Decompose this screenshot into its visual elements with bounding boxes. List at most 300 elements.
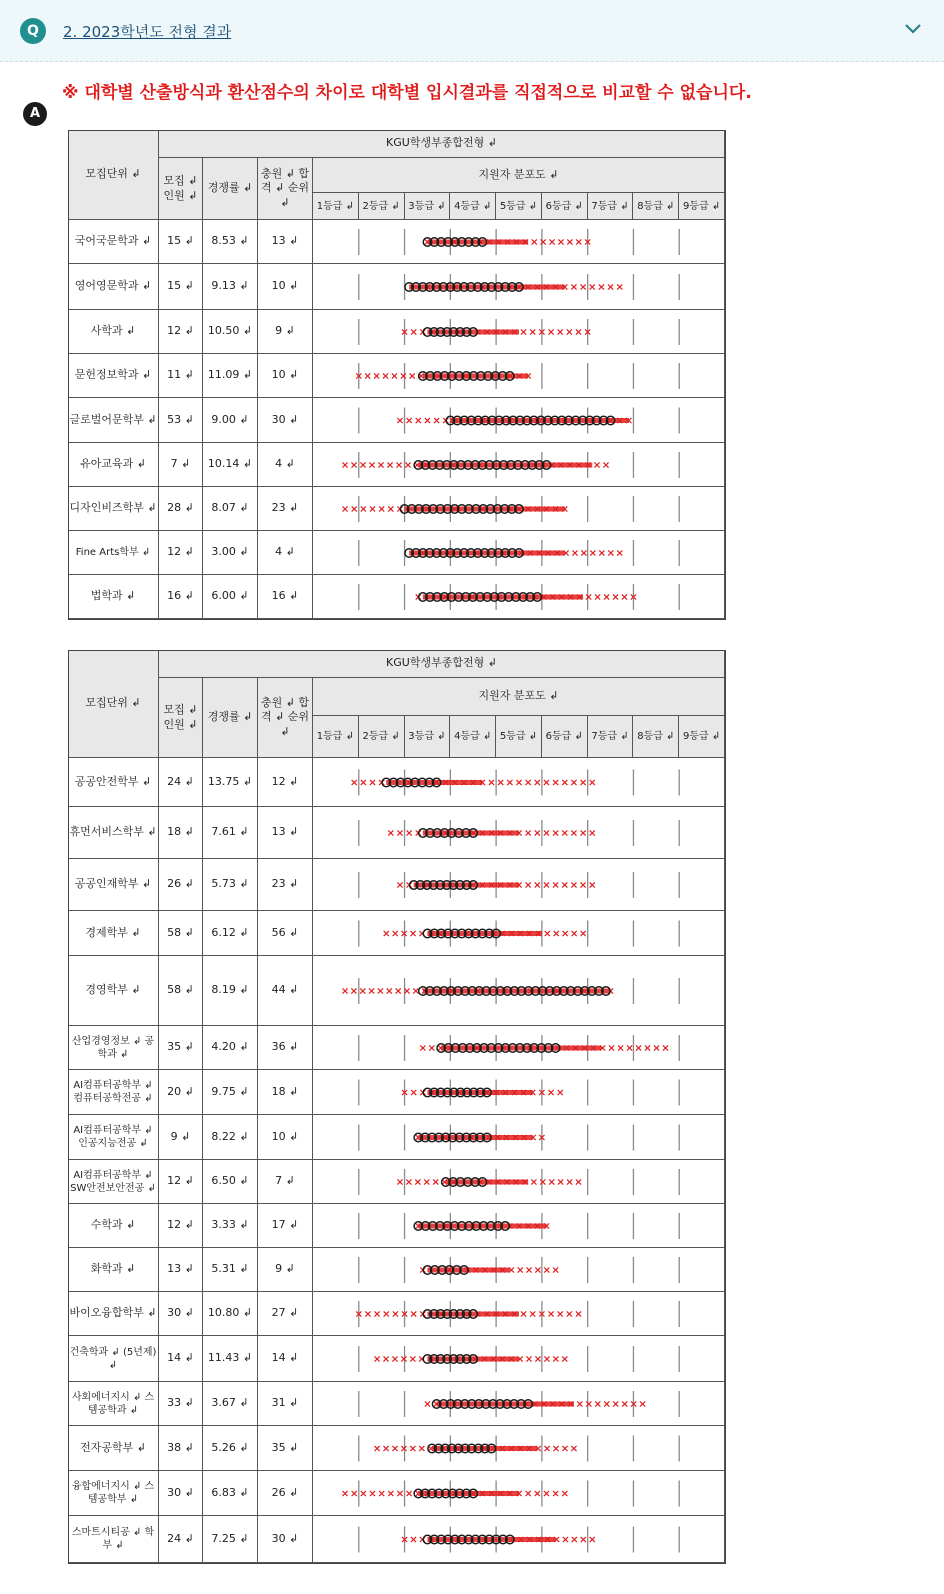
applicant-marker [397, 418, 402, 423]
quota-header: 모집 ↲ 인원 ↲ [159, 158, 203, 220]
applicant-marker [425, 1401, 430, 1406]
applicant-marker [392, 373, 397, 378]
applicant-marker [360, 462, 365, 467]
applicant-marker [599, 284, 604, 289]
distribution-plot [313, 911, 725, 956]
unit-cell: 휴먼서비스학부 ↲ [68, 807, 159, 859]
distribution-cell [313, 354, 725, 398]
unit-cell: 스마트시티공 ↲ 학부 ↲ [68, 1516, 159, 1563]
applicant-marker [572, 550, 577, 555]
applicant-marker [526, 1267, 531, 1272]
applicant-marker [590, 1537, 595, 1542]
unit-cell: 문헌정보학과 ↲ [68, 354, 159, 398]
quota-cell: 24 ↲ [159, 758, 203, 807]
quota-cell: 53 ↲ [159, 398, 203, 443]
distribution-plot [313, 264, 725, 310]
grade-header: 8등급 ↲ [633, 193, 679, 220]
applicant-marker [526, 830, 531, 835]
applicant-marker [535, 1267, 540, 1272]
rank-cell: 36 ↲ [258, 1026, 313, 1070]
applicant-marker [567, 1311, 572, 1316]
quota-cell: 12 ↲ [159, 1160, 203, 1204]
rank-cell: 18 ↲ [258, 1070, 313, 1115]
distribution-plot [313, 1336, 725, 1382]
applicant-marker [365, 1311, 370, 1316]
distribution-plot [313, 1160, 725, 1204]
quota-cell: 35 ↲ [159, 1026, 203, 1070]
applicant-marker [498, 780, 503, 785]
applicant-marker [424, 1179, 429, 1184]
applicant-marker [544, 1491, 549, 1496]
applicant-marker [530, 329, 535, 334]
applicant-marker [553, 780, 558, 785]
applicant-marker [342, 462, 347, 467]
unit-cell: AI컴퓨터공학부 ↲ SW안전보안전공 ↲ [68, 1160, 159, 1204]
applicant-marker [590, 780, 595, 785]
distribution-plot [313, 575, 725, 619]
grade-header: 6등급 ↲ [542, 716, 588, 758]
applicant-marker [420, 1045, 425, 1050]
applicant-marker [361, 1491, 366, 1496]
unit-cell: 글로벌어문학부 ↲ [68, 398, 159, 443]
applicant-marker [352, 780, 357, 785]
applicant-marker [370, 506, 375, 511]
applicant-marker [590, 882, 595, 887]
rank-cell: 26 ↲ [258, 1471, 313, 1516]
applicant-marker [434, 418, 439, 423]
applicant-marker [558, 239, 563, 244]
applicant-marker [548, 329, 553, 334]
applicant-marker [571, 284, 576, 289]
quota-cell: 9 ↲ [159, 1115, 203, 1160]
unit-cell: 법학과 ↲ [68, 575, 159, 619]
unit-header: 모집단위 ↲ [68, 650, 159, 758]
applicant-marker [526, 1491, 531, 1496]
applicant-marker [563, 1537, 568, 1542]
quota-cell: 33 ↲ [159, 1382, 203, 1426]
applicant-marker [572, 931, 577, 936]
applicant-marker [392, 1356, 397, 1361]
applicant-marker [378, 462, 383, 467]
distribution-plot [313, 758, 725, 807]
rank-cell: 14 ↲ [258, 1336, 313, 1382]
results-table-2 [68, 650, 725, 1563]
distribution-plot [313, 1248, 725, 1292]
applicant-marker [351, 988, 356, 993]
applicant-marker [577, 1401, 582, 1406]
ratio-cell: 3.00 ↲ [203, 531, 258, 575]
rank-cell: 23 ↲ [258, 859, 313, 911]
applicant-marker [526, 1356, 531, 1361]
applicant-marker [576, 1311, 581, 1316]
applicant-marker [379, 1491, 384, 1496]
distribution-plot [313, 487, 725, 531]
ratio-cell: 6.83 ↲ [203, 1471, 258, 1516]
ratio-cell: 7.61 ↲ [203, 807, 258, 859]
distribution-cell [313, 956, 725, 1026]
applicant-marker [553, 1267, 558, 1272]
distribution-plot [313, 956, 725, 1026]
applicant-marker [535, 882, 540, 887]
applicant-marker [410, 373, 415, 378]
rank-cell: 13 ↲ [258, 220, 313, 264]
grade-header: 7등급 ↲ [588, 193, 634, 220]
quota-cell: 30 ↲ [159, 1471, 203, 1516]
ratio-cell: 9.00 ↲ [203, 398, 258, 443]
applicant-marker [374, 1356, 379, 1361]
applicant-marker [387, 462, 392, 467]
applicant-marker [411, 1090, 416, 1095]
grade-header: 2등급 ↲ [359, 193, 405, 220]
applicant-marker [548, 1090, 553, 1095]
applicant-marker [407, 1491, 412, 1496]
applicant-marker [595, 1401, 600, 1406]
ratio-cell: 7.25 ↲ [203, 1516, 258, 1563]
applicant-marker [608, 284, 613, 289]
applicant-marker [558, 1311, 563, 1316]
distribution-plot [313, 531, 725, 575]
grade-header: 1등급 ↲ [313, 193, 359, 220]
distribution-cell [313, 859, 725, 911]
applicant-marker [571, 1446, 576, 1451]
ratio-cell: 8.19 ↲ [203, 956, 258, 1026]
distribution-cell [313, 1115, 725, 1160]
applicant-marker [411, 1311, 416, 1316]
distribution-cell [313, 1204, 725, 1248]
applicant-marker [571, 882, 576, 887]
applicant-marker [413, 988, 418, 993]
applicant-marker [433, 1179, 438, 1184]
applicant-marker [581, 1537, 586, 1542]
applicant-marker [396, 988, 401, 993]
table-title: KGU학생부종합전형 ↲ [159, 130, 725, 158]
applicant-marker [608, 550, 613, 555]
applicant-marker [397, 882, 402, 887]
rank-cell: 44 ↲ [258, 956, 313, 1026]
applicant-marker [617, 550, 622, 555]
applicant-marker [365, 373, 370, 378]
applicant-marker [535, 780, 540, 785]
distribution-plot [313, 1070, 725, 1115]
grade-header: 9등급 ↲ [679, 193, 725, 220]
applicant-marker [553, 1446, 558, 1451]
applicant-marker [521, 329, 526, 334]
applicant-marker [627, 1045, 632, 1050]
applicant-marker [532, 239, 537, 244]
applicant-marker [544, 1446, 549, 1451]
rank-cell: 23 ↲ [258, 487, 313, 531]
applicant-marker [416, 418, 421, 423]
rank-cell: 16 ↲ [258, 575, 313, 619]
grade-header: 3등급 ↲ [405, 716, 451, 758]
applicant-marker [613, 1401, 618, 1406]
applicant-marker [549, 239, 554, 244]
unit-cell: 바이오융합학부 ↲ [68, 1292, 159, 1336]
unit-cell: 수학과 ↲ [68, 1204, 159, 1248]
applicant-marker [360, 988, 365, 993]
grade-header: 6등급 ↲ [542, 193, 588, 220]
applicant-marker [554, 931, 559, 936]
quota-cell: 16 ↲ [159, 575, 203, 619]
applicant-marker [393, 1311, 398, 1316]
distribution-plot [313, 1516, 725, 1563]
applicant-marker [580, 882, 585, 887]
applicant-marker [352, 1491, 357, 1496]
distribution-plot [313, 443, 725, 487]
applicant-marker [411, 1537, 416, 1542]
rank-header: 충원 ↲ 합격 ↲ 순위 ↲ [258, 158, 313, 220]
applicant-marker [411, 329, 416, 334]
rank-cell: 35 ↲ [258, 1426, 313, 1471]
quota-cell: 12 ↲ [159, 310, 203, 354]
distribution-plot [313, 220, 725, 264]
ratio-header: 경쟁률 ↲ [203, 158, 258, 220]
applicant-marker [622, 1401, 627, 1406]
quota-cell: 28 ↲ [159, 487, 203, 531]
rank-cell: 10 ↲ [258, 264, 313, 310]
applicant-marker [553, 1356, 558, 1361]
applicant-marker [567, 329, 572, 334]
applicant-marker [406, 1179, 411, 1184]
applicant-marker [590, 830, 595, 835]
ratio-cell: 6.50 ↲ [203, 1160, 258, 1204]
applicant-marker [618, 1045, 623, 1050]
ratio-cell: 10.50 ↲ [203, 310, 258, 354]
applicant-marker [645, 1045, 650, 1050]
unit-header: 모집단위 ↲ [68, 130, 159, 220]
applicant-marker [548, 1311, 553, 1316]
distribution-cell [313, 1292, 725, 1336]
answer-badge: A [23, 102, 47, 126]
applicant-marker [553, 830, 558, 835]
applicant-marker [407, 830, 412, 835]
applicant-marker [594, 462, 599, 467]
unit-cell: 공공안전학부 ↲ [68, 758, 159, 807]
distribution-plot [313, 398, 725, 443]
rank-cell: 12 ↲ [258, 758, 313, 807]
applicant-marker [392, 1446, 397, 1451]
quota-header: 모집 ↲ 인원 ↲ [159, 678, 203, 758]
ratio-cell: 11.09 ↲ [203, 354, 258, 398]
distribution-cell [313, 1026, 725, 1070]
applicant-marker [342, 1491, 347, 1496]
distribution-cell [313, 531, 725, 575]
rank-cell: 31 ↲ [258, 1382, 313, 1426]
question-header[interactable] [0, 0, 944, 62]
applicant-marker [599, 550, 604, 555]
distribution-cell [313, 1248, 725, 1292]
applicant-marker [654, 1045, 659, 1050]
applicant-marker [489, 780, 494, 785]
applicant-marker [544, 830, 549, 835]
ratio-cell: 3.67 ↲ [203, 1382, 258, 1426]
quota-cell: 26 ↲ [159, 859, 203, 911]
applicant-marker [567, 239, 572, 244]
unit-cell: 영어영문학과 ↲ [68, 264, 159, 310]
applicant-marker [571, 830, 576, 835]
applicant-marker [370, 1491, 375, 1496]
rank-cell: 7 ↲ [258, 1160, 313, 1204]
unit-cell: 공공인재학부 ↲ [68, 859, 159, 911]
applicant-marker [410, 931, 415, 936]
ratio-cell: 9.75 ↲ [203, 1070, 258, 1115]
distribution-header: 지원자 분포도 ↲ [313, 678, 725, 716]
quota-cell: 58 ↲ [159, 911, 203, 956]
applicant-marker [580, 780, 585, 785]
grade-header: 3등급 ↲ [405, 193, 451, 220]
applicant-marker [586, 1401, 591, 1406]
applicant-marker [378, 988, 383, 993]
quota-cell: 11 ↲ [159, 354, 203, 398]
applicant-marker [580, 830, 585, 835]
applicant-marker [622, 594, 627, 599]
distribution-cell [313, 1471, 725, 1516]
applicant-marker [361, 780, 366, 785]
distribution-cell [313, 398, 725, 443]
applicant-marker [383, 1356, 388, 1361]
distribution-cell [313, 1070, 725, 1115]
distribution-cell [313, 1382, 725, 1426]
grade-header: 5등급 ↲ [496, 193, 542, 220]
applicant-marker [397, 1179, 402, 1184]
applicant-marker [663, 1045, 668, 1050]
applicant-marker [507, 780, 512, 785]
ratio-cell: 8.53 ↲ [203, 220, 258, 264]
applicant-marker [590, 550, 595, 555]
unit-cell: 화학과 ↲ [68, 1248, 159, 1292]
applicant-marker [576, 239, 581, 244]
grade-header: 7등급 ↲ [588, 716, 634, 758]
applicant-marker [580, 931, 585, 936]
grade-header: 9등급 ↲ [679, 716, 725, 758]
quota-cell: 18 ↲ [159, 807, 203, 859]
applicant-marker [384, 1311, 389, 1316]
unit-cell: 사학과 ↲ [68, 310, 159, 354]
distribution-plot [313, 1204, 725, 1248]
chevron-down-icon[interactable] [904, 22, 922, 36]
rank-cell: 13 ↲ [258, 807, 313, 859]
rank-cell: 10 ↲ [258, 354, 313, 398]
applicant-marker [396, 462, 401, 467]
applicant-marker [383, 373, 388, 378]
applicant-marker [549, 1179, 554, 1184]
applicant-marker [563, 931, 568, 936]
applicant-marker [571, 780, 576, 785]
quota-cell: 13 ↲ [159, 1248, 203, 1292]
unit-cell: 전자공학부 ↲ [68, 1426, 159, 1471]
unit-cell: 건축학과 ↲ (5년제) ↲ [68, 1336, 159, 1382]
applicant-marker [397, 1491, 402, 1496]
applicant-marker [535, 1356, 540, 1361]
applicant-marker [558, 1179, 563, 1184]
ratio-cell: 6.00 ↲ [203, 575, 258, 619]
ratio-cell: 13.75 ↲ [203, 758, 258, 807]
ratio-cell: 10.80 ↲ [203, 1292, 258, 1336]
question-title-link[interactable]: 2. 2023학년도 전형 결과 [63, 23, 232, 41]
quota-cell: 12 ↲ [159, 1204, 203, 1248]
applicant-marker [369, 988, 374, 993]
applicant-marker [521, 1311, 526, 1316]
applicant-marker [535, 830, 540, 835]
rank-cell: 27 ↲ [258, 1292, 313, 1336]
unit-cell: 산업경영정보 ↲ 공학과 ↲ [68, 1026, 159, 1070]
applicant-marker [545, 931, 550, 936]
applicant-marker [562, 1446, 567, 1451]
applicant-marker [388, 1491, 393, 1496]
unit-cell: AI컴퓨터공학부 ↲ 인공지능전공 ↲ [68, 1115, 159, 1160]
applicant-marker [351, 462, 356, 467]
rank-cell: 9 ↲ [258, 310, 313, 354]
grade-header: 8등급 ↲ [633, 716, 679, 758]
applicant-marker [379, 506, 384, 511]
applicant-marker [531, 1179, 536, 1184]
applicant-marker [590, 284, 595, 289]
quota-cell: 7 ↲ [159, 443, 203, 487]
rank-cell: 17 ↲ [258, 1204, 313, 1248]
quota-cell: 30 ↲ [159, 1292, 203, 1336]
distribution-cell [313, 1516, 725, 1563]
grade-header: 4등급 ↲ [450, 193, 496, 220]
applicant-marker [553, 882, 558, 887]
applicant-marker [370, 780, 375, 785]
applicant-marker [419, 1446, 424, 1451]
applicant-marker [558, 329, 563, 334]
applicant-marker [530, 1311, 535, 1316]
applicant-marker [562, 780, 567, 785]
applicant-marker [576, 329, 581, 334]
applicant-marker [401, 1356, 406, 1361]
distribution-plot [313, 1115, 725, 1160]
applicant-marker [387, 988, 392, 993]
ratio-cell: 4.20 ↲ [203, 1026, 258, 1070]
applicant-marker [544, 780, 549, 785]
unit-cell: 경영학부 ↲ [68, 956, 159, 1026]
distribution-plot [313, 1026, 725, 1070]
unit-cell: AI컴퓨터공학부 ↲ 컴퓨터공학전공 ↲ [68, 1070, 159, 1115]
distribution-plot [313, 807, 725, 859]
distribution-cell [313, 1336, 725, 1382]
applicant-marker [572, 1537, 577, 1542]
applicant-marker [425, 418, 430, 423]
distribution-plot [313, 1292, 725, 1336]
ratio-header: 경쟁률 ↲ [203, 678, 258, 758]
unit-cell: 국어국문학과 ↲ [68, 220, 159, 264]
distribution-plot [313, 1471, 725, 1516]
applicant-marker [383, 1446, 388, 1451]
applicant-marker [562, 830, 567, 835]
unit-cell: 유아교육과 ↲ [68, 443, 159, 487]
grade-header: 4등급 ↲ [450, 716, 496, 758]
applicant-marker [429, 1045, 434, 1050]
applicant-marker [393, 931, 398, 936]
distribution-cell [313, 758, 725, 807]
unit-cell: 디자인비즈학부 ↲ [68, 487, 159, 531]
distribution-plot [313, 859, 725, 911]
applicant-marker [342, 506, 347, 511]
ratio-cell: 5.26 ↲ [203, 1426, 258, 1471]
unit-cell: 경제학부 ↲ [68, 911, 159, 956]
distribution-cell [313, 443, 725, 487]
applicant-marker [374, 1311, 379, 1316]
distribution-cell [313, 310, 725, 354]
applicant-marker [609, 1045, 614, 1050]
grade-header: 5등급 ↲ [496, 716, 542, 758]
ratio-cell: 6.12 ↲ [203, 911, 258, 956]
rank-header: 충원 ↲ 합격 ↲ 순위 ↲ [258, 678, 313, 758]
quota-cell: 58 ↲ [159, 956, 203, 1026]
applicant-marker [374, 1446, 379, 1451]
rank-cell: 4 ↲ [258, 443, 313, 487]
